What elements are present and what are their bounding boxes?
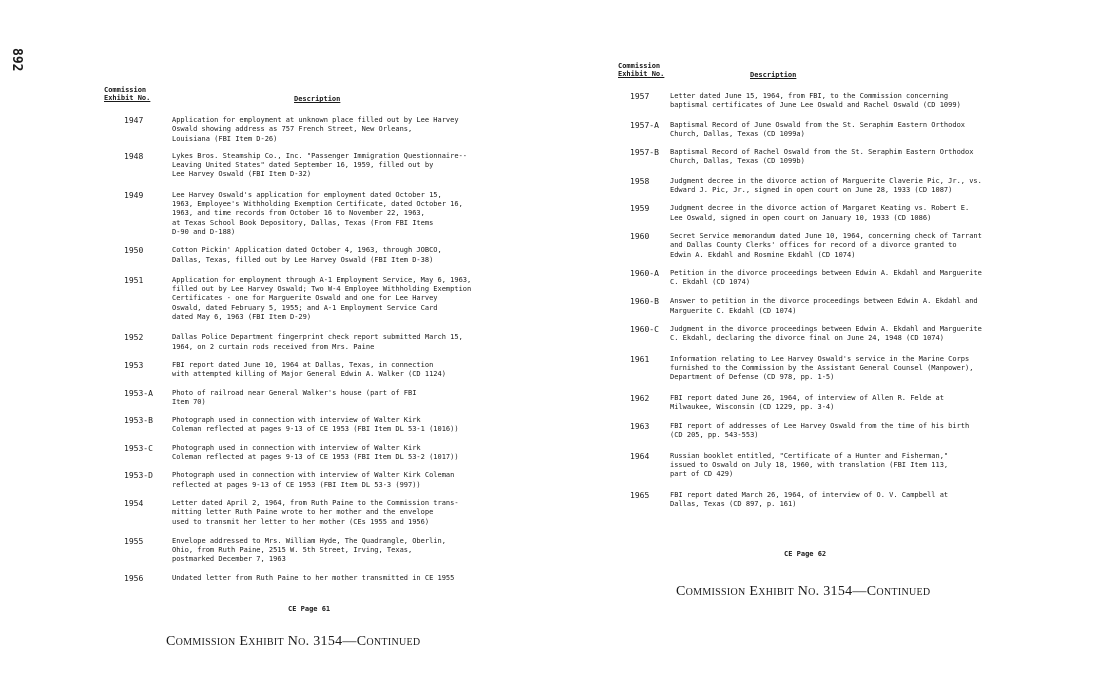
exhibit-entry bbox=[104, 444, 524, 463]
exhibit-caption: Commission Exhibit No. 3154—Continued bbox=[166, 634, 421, 649]
exhibit-entry bbox=[618, 297, 1058, 316]
exhibit-entry bbox=[104, 246, 524, 265]
exhibit-description: Judgment decree in the divorce action of Marguerite Claverie Pic, Jr., vs. Edward J. Pic, Jr., signed in open court on June 28, 1933 (CD 1087) bbox=[670, 176, 982, 195]
page-footer-label: CE Page 61 bbox=[288, 605, 331, 613]
exhibit-number: 1960-C bbox=[630, 325, 659, 335]
exhibit-number: 1960 bbox=[630, 231, 650, 241]
exhibit-number: 1957-A bbox=[630, 120, 659, 130]
exhibit-number: 1950 bbox=[124, 246, 144, 256]
exhibit-entry bbox=[618, 355, 1058, 383]
exhibit-number: 1952 bbox=[124, 333, 144, 343]
exhibit-description: Lykes Bros. Steamship Co., Inc. "Passenger Immigration Questionnaire-- Leaving United States" dated September 16, 1959, filled out by Lee Harvey Oswald (FBI Item D-32) bbox=[172, 151, 468, 179]
exhibit-entry bbox=[618, 325, 1058, 344]
exhibit-number: 1947 bbox=[124, 116, 144, 125]
exhibit-description: Answer to petition in the divorce proceedings between Edwin A. Ekdahl and Marguerite C. Ekdahl (CD 1074) bbox=[670, 297, 978, 315]
exhibit-entry bbox=[618, 92, 1058, 111]
table-header bbox=[618, 62, 1058, 84]
exhibit-number: 1963 bbox=[630, 422, 650, 432]
exhibit-entry bbox=[618, 148, 1058, 167]
exhibit-number: 1951 bbox=[124, 275, 144, 285]
exhibit-entry bbox=[104, 191, 524, 237]
exhibit-entry bbox=[618, 394, 1058, 413]
exhibit-description: Photograph used in connection with interview of Walter Kirk Coleman reflected at pages 9-13 of CE 1953 (FBI Item DL 53-2 (1017)) bbox=[172, 443, 459, 462]
exhibit-entry bbox=[104, 471, 524, 490]
exhibit-number: 1949 bbox=[124, 190, 144, 200]
exhibit-header-line2: Exhibit No. bbox=[618, 70, 665, 78]
exhibit-description: Lee Harvey Oswald's application for employment dated October 15, 1963, Employee's Withholding Exemption Certificate, dated October 16, 1963, and time records from October 16 to November 22, 1963, at Texas School Book Depository, Dallas, Texas (From FBI Items D-90 and D-188) bbox=[172, 190, 463, 236]
table-header bbox=[104, 86, 524, 108]
exhibit-caption: Commission Exhibit No. 3154—Continued bbox=[676, 584, 931, 599]
exhibit-description: Cotton Pickin' Application dated October 4, 1963, through JOBCO, Dallas, Texas, filled out by Lee Harvey Oswald (FBI Item D-38) bbox=[172, 246, 442, 264]
exhibit-entry bbox=[104, 574, 524, 583]
exhibit-description: FBI report of addresses of Lee Harvey Oswald from the time of his birth (CD 205, pp. 543-553) bbox=[670, 422, 970, 440]
exhibit-description: Application for employment at unknown place filled out by Lee Harvey Oswald showing address as 757 French Street, New Orleans, Louisiana (FBI Item D-26) bbox=[172, 116, 459, 143]
exhibit-description: Secret Service memorandum dated June 10, 1964, concerning check of Tarrant and Dallas County Clerks' offices for record of a divorce granted to Edwin A. Ekdahl and Rosmine Ekdahl (CD 1074) bbox=[670, 231, 982, 259]
exhibit-description: Judgment decree in the divorce action of Margaret Keating vs. Robert E. Lee Oswald, signed in open court on January 10, 1933 (CD 1086) bbox=[670, 204, 970, 222]
exhibit-number: 1957-B bbox=[630, 148, 659, 158]
exhibit-description: Application for employment through A-1 Employment Service, May 6, 1963, filled out by Lee Harvey Oswald; Two W-4 Employee Withholding Exemption Certificates - one for Marguerite Oswald and one for Lee Harvey Oswald, dated February 5, 1955; and A-1 Employment Service Card dated May 6, 1963 (FBI Item D-29) bbox=[172, 275, 472, 322]
exhibit-entry bbox=[104, 361, 524, 380]
exhibit-description: Photograph used in connection with interview of Walter Kirk Coleman reflected at pages 9-13 of CE 1953 (FBI Item DL 53-1 (1016)) bbox=[172, 416, 459, 434]
exhibit-description: Letter dated April 2, 1964, from Ruth Paine to the Commission trans- mitting letter Ruth Paine wrote to her mother and the envelope used to transmit her letter to her mother (CEs 1955 and 1956) bbox=[172, 498, 459, 526]
exhibit-entry bbox=[104, 389, 524, 408]
exhibit-number: 1960-A bbox=[630, 268, 659, 278]
exhibit-list bbox=[618, 92, 1058, 509]
page-footer-label: CE Page 62 bbox=[784, 550, 827, 558]
description-column-header: Description bbox=[294, 95, 341, 103]
exhibit-number: 1962 bbox=[630, 393, 650, 403]
exhibit-entry bbox=[618, 491, 1058, 510]
exhibit-entry bbox=[618, 121, 1058, 140]
exhibit-entry bbox=[618, 204, 1058, 223]
exhibit-number: 1961 bbox=[630, 354, 650, 364]
left-page bbox=[104, 86, 524, 583]
exhibit-entry bbox=[104, 537, 524, 565]
page-number: 892 bbox=[9, 48, 24, 72]
exhibit-number: 1953-B bbox=[124, 416, 153, 426]
description-column-header: Description bbox=[750, 71, 797, 79]
exhibit-description: Judgment in the divorce proceedings between Edwin A. Ekdahl and Marguerite C. Ekdahl, declaring the divorce final on June 24, 1948 (CD 1074) bbox=[670, 325, 982, 343]
exhibit-number: 1960-B bbox=[630, 297, 659, 307]
exhibit-description: Letter dated June 15, 1964, from FBI, to the Commission concerning baptismal certificates of June Lee Oswald and Rachel Oswald (CD 1099) bbox=[670, 92, 961, 110]
exhibit-entry bbox=[618, 232, 1058, 260]
exhibit-number: 1957 bbox=[630, 92, 650, 101]
exhibit-entry bbox=[618, 422, 1058, 441]
exhibit-description: Undated letter from Ruth Paine to her mother transmitted in CE 1955 bbox=[172, 573, 455, 582]
exhibit-header-line2: Exhibit No. bbox=[104, 94, 151, 102]
exhibit-entry bbox=[104, 152, 524, 180]
exhibit-number: 1948 bbox=[124, 151, 144, 161]
exhibit-description: FBI report dated June 26, 1964, of interview of Allen R. Felde at Milwaukee, Wisconsin (CD 1229, pp. 3-4) bbox=[670, 393, 944, 411]
exhibit-number: 1964 bbox=[630, 451, 650, 461]
exhibit-column-header bbox=[618, 62, 664, 78]
exhibit-entry bbox=[104, 416, 524, 435]
exhibit-number: 1965 bbox=[630, 490, 650, 500]
exhibit-description: FBI report dated March 26, 1964, of interview of O. V. Campbell at Dallas, Texas (CD 897, p. 161) bbox=[670, 490, 949, 508]
right-page bbox=[618, 62, 1058, 509]
exhibit-number: 1953-A bbox=[124, 388, 153, 398]
exhibit-number: 1958 bbox=[630, 176, 650, 186]
exhibit-description: Photo of railroad near General Walker's house (part of FBI Item 70) bbox=[172, 388, 417, 406]
exhibit-number: 1953 bbox=[124, 360, 144, 370]
exhibit-header-line1: Commission bbox=[104, 86, 147, 94]
exhibit-entry bbox=[104, 333, 524, 352]
exhibit-number: 1954 bbox=[124, 498, 144, 508]
exhibit-number: 1953-C bbox=[124, 443, 153, 453]
exhibit-entry bbox=[618, 269, 1058, 288]
exhibit-description: FBI report dated June 10, 1964 at Dallas, Texas, in connection with attempted killing of Major General Edwin A. Walker (CD 1124) bbox=[172, 360, 446, 379]
exhibit-description: Russian booklet entitled, "Certificate of a Hunter and Fisherman," issued to Oswald on July 18, 1960, with translation (FBI Item 113, part of CD 429) bbox=[670, 451, 949, 479]
exhibit-description: Dallas Police Department fingerprint check report submitted March 15, 1964, on 2 curtain rods received from Mrs. Paine bbox=[172, 333, 463, 351]
exhibit-description: Baptismal Record of Rachel Oswald from the St. Seraphim Eastern Orthodox Church, Dallas, Texas (CD 1099b) bbox=[670, 148, 974, 166]
exhibit-entry bbox=[104, 116, 524, 144]
exhibit-entry bbox=[104, 276, 524, 322]
exhibit-number: 1953-D bbox=[124, 471, 153, 481]
exhibit-number: 1959 bbox=[630, 204, 650, 214]
exhibit-number: 1956 bbox=[124, 573, 144, 583]
exhibit-column-header bbox=[104, 86, 150, 102]
exhibit-list bbox=[104, 116, 524, 583]
exhibit-description: Photograph used in connection with interview of Walter Kirk Coleman reflected at pages 9-13 of CE 1953 (FBI Item DL 53-3 (997)) bbox=[172, 471, 455, 489]
exhibit-description: Baptismal Record of June Oswald from the St. Seraphim Eastern Orthodox Church, Dallas, Texas (CD 1099a) bbox=[670, 120, 966, 138]
exhibit-number: 1955 bbox=[124, 536, 144, 546]
exhibit-entry bbox=[618, 177, 1058, 196]
exhibit-description: Petition in the divorce proceedings between Edwin A. Ekdahl and Marguerite C. Ekdahl (CD 1074) bbox=[670, 268, 982, 287]
exhibit-description: Information relating to Lee Harvey Oswald's service in the Marine Corps furnished to the Commission by the Assistant General Counsel (Manpower), Department of Defense (CD 978, pp. 1-5) bbox=[670, 354, 974, 382]
exhibit-entry bbox=[104, 499, 524, 527]
exhibit-description: Envelope addressed to Mrs. William Hyde, The Quadrangle, Oberlin, Ohio, from Ruth Paine, 2515 W. 5th Street, Irving, Texas, postmarked December 7, 1963 bbox=[172, 536, 446, 564]
exhibit-entry bbox=[618, 452, 1058, 480]
exhibit-header-line1: Commission bbox=[618, 62, 661, 70]
